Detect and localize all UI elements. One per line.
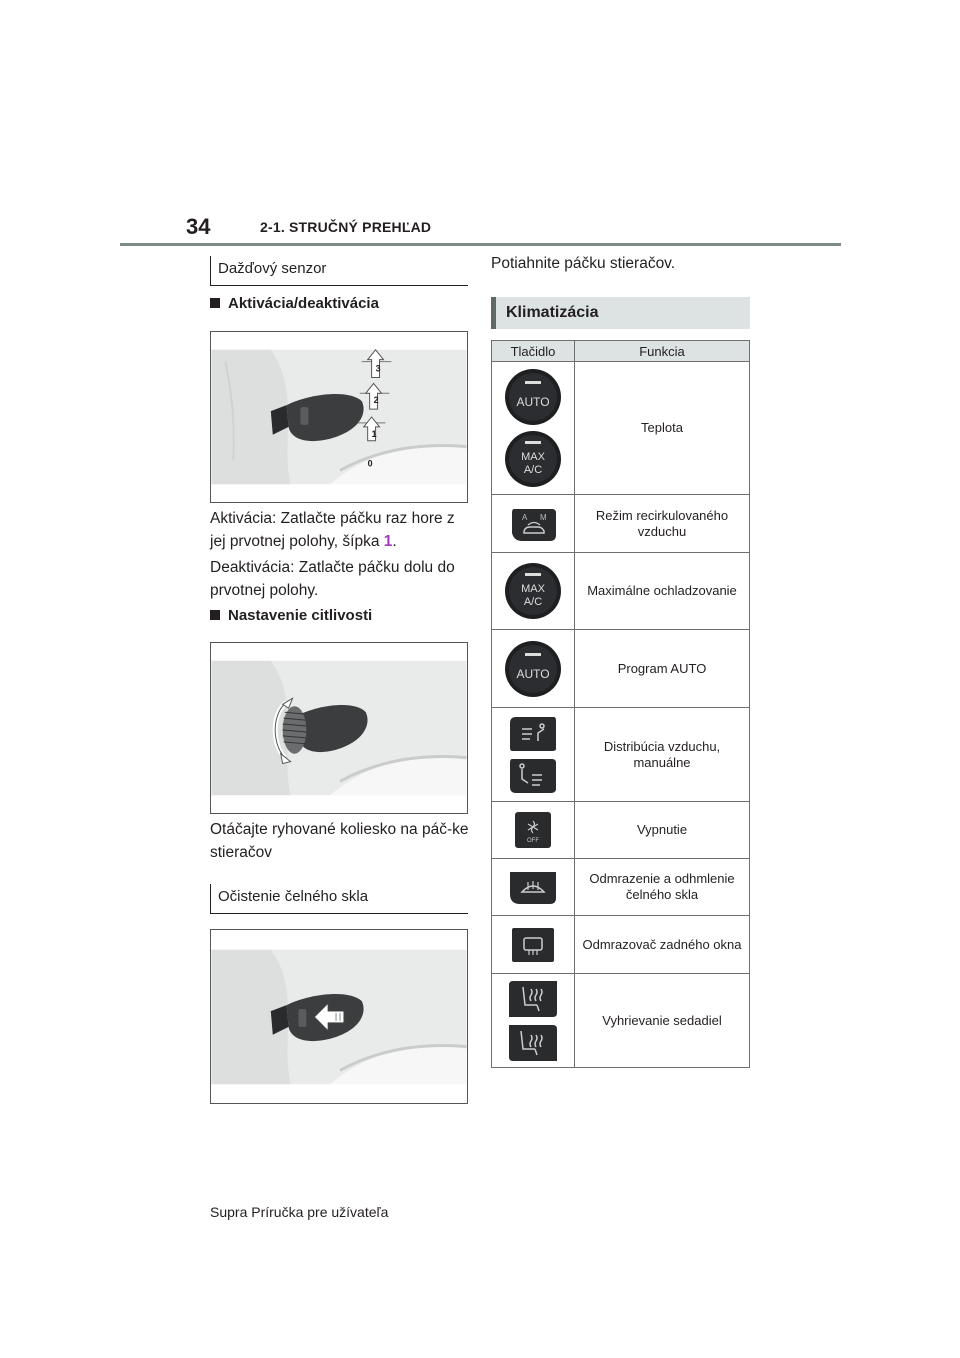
ac-label: A/C [523, 596, 543, 608]
seat-heating-button-icon [507, 979, 559, 1019]
recirculation-button-icon [508, 505, 558, 543]
function-cell: Odmrazovač zadného okna [575, 916, 750, 974]
topic-rain-sensor: Dažďový senzor [210, 256, 468, 286]
function-cell: Maximálne ochladzovanie [575, 553, 750, 630]
seat-heating-button-icon-2 [507, 1023, 559, 1063]
windscreen-wash-illustration [211, 930, 467, 1103]
figure-sensitivity-wheel [210, 642, 468, 814]
fan-off-button-icon [514, 811, 552, 849]
auto-label: AUTO [516, 395, 550, 409]
function-cell: Distribúcia vzduchu, manuálne [575, 708, 750, 802]
figure-lever-positions [210, 331, 468, 503]
page-number: 34 [186, 214, 211, 239]
table-row [492, 495, 750, 553]
max-label: MAX [521, 451, 545, 463]
button-cell [492, 553, 575, 630]
table-row [492, 362, 750, 495]
table-row [492, 859, 750, 916]
auto-button-icon [504, 640, 562, 698]
square-bullet-icon [210, 298, 220, 308]
function-cell: Teplota [575, 362, 750, 495]
auto-button-icon [504, 368, 562, 426]
table-row [492, 974, 750, 1068]
pull-lever-text: Potiahnite páčku stieračov. [491, 255, 676, 272]
heading-activation [210, 295, 379, 312]
activation-end: . [392, 533, 397, 550]
table-row [492, 708, 750, 802]
button-cell [492, 495, 575, 553]
col-header-function: Funkcia [575, 341, 750, 362]
air-distribution-upper-icon [508, 715, 558, 753]
recirc-a-label: A [522, 512, 528, 522]
button-cell [492, 802, 575, 859]
sensitivity-paragraph: Otáčajte ryhované koliesko na páč-ke stieračov [210, 821, 469, 861]
off-label: OFF [527, 838, 539, 844]
heading-activation-text: Aktivácia/deaktivácia [228, 295, 379, 312]
arrow-number: 1 [383, 533, 393, 550]
button-cell [492, 708, 575, 802]
header-rule [120, 243, 841, 246]
table-header-row [492, 341, 750, 362]
figure-windscreen-wash [210, 929, 468, 1104]
recirc-m-label: M [540, 512, 547, 522]
table-row [492, 916, 750, 974]
col-header-button: Tlačidlo [492, 341, 575, 362]
fig1-label-1: 1 [371, 428, 377, 439]
function-cell: Režim recirkulovaného vzduchu [575, 495, 750, 553]
sensitivity-wheel-illustration [211, 643, 467, 813]
max-ac-button-icon [504, 430, 562, 488]
activation-text: Aktivácia: Zatlačte páčku raz hore z jej prvotnej polohy, šípka [210, 510, 455, 550]
activation-paragraph [210, 507, 472, 553]
fig1-label-3: 3 [375, 363, 381, 374]
function-cell: Vyhrievanie sedadiel [575, 974, 750, 1068]
lever-positions-illustration [211, 332, 467, 502]
button-cell [492, 362, 575, 495]
auto-label: AUTO [516, 666, 550, 681]
fig1-label-2: 2 [373, 395, 379, 406]
table-row [492, 802, 750, 859]
function-cell: Odmrazenie a odhmlenie čelného skla [575, 859, 750, 916]
max-ac-button-icon [504, 562, 562, 620]
table-row [492, 630, 750, 708]
button-cell [492, 859, 575, 916]
table-row [492, 553, 750, 630]
heading-sensitivity-text: Nastavenie citlivosti [228, 607, 373, 624]
air-distribution-lower-icon [508, 757, 558, 795]
button-cell [492, 974, 575, 1068]
heading-sensitivity [210, 607, 372, 624]
function-cell: Vypnutie [575, 802, 750, 859]
rear-defrost-button-icon [511, 926, 555, 964]
max-label: MAX [521, 583, 545, 595]
deactivation-paragraph: Deaktivácia: Zatlačte páčku dolu do prvotnej polohy. [210, 559, 455, 599]
climate-table [491, 340, 750, 1068]
function-cell: Program AUTO [575, 630, 750, 708]
footer-text: Supra Príručka pre užívateľa [210, 1204, 389, 1220]
front-defrost-button-icon [508, 868, 558, 906]
button-cell [492, 916, 575, 974]
topic-windscreen-clean: Očistenie čelného skla [210, 884, 468, 914]
button-cell [492, 630, 575, 708]
ac-label: A/C [523, 464, 543, 476]
climate-heading: Klimatizácia [491, 297, 750, 329]
square-bullet-icon [210, 610, 220, 620]
fig1-label-0: 0 [367, 458, 373, 469]
section-title: 2-1. STRUČNÝ PREHĽAD [260, 219, 432, 235]
